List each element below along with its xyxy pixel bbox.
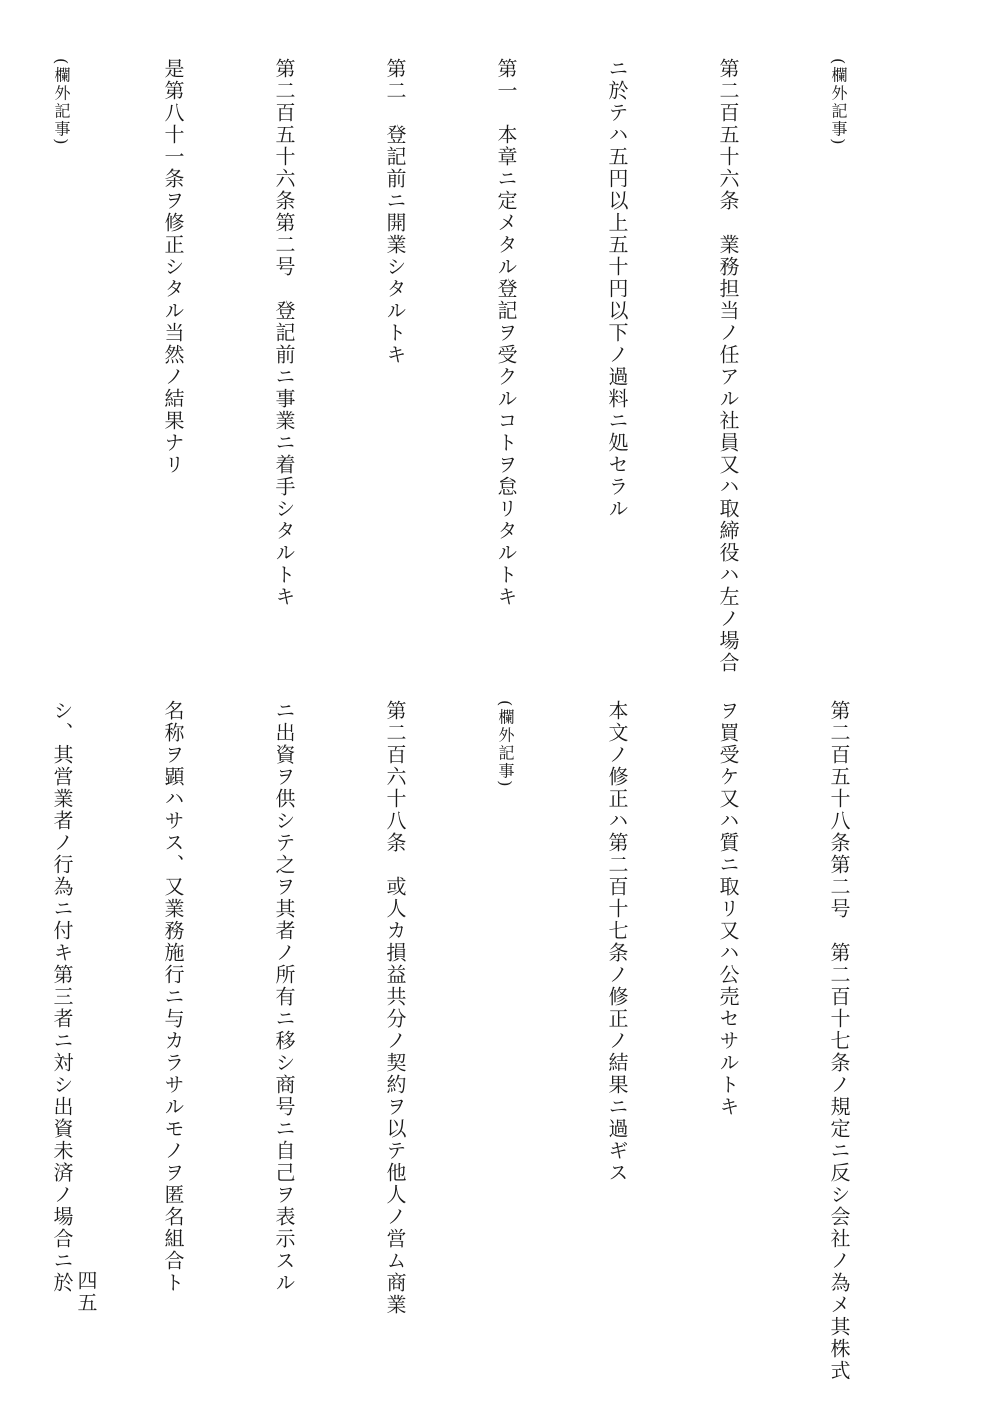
text-column: ニ於テハ五円以上五十円以下ノ過料ニ処セラル <box>605 58 629 520</box>
text-column: 第二百六十八条 或人カ損益共分ノ契約ヲ以テ他人ノ営ム商業 <box>383 700 407 1316</box>
text-column: 第二百五十八条第二号 第二百十七条ノ規定ニ反シ会社ノ為メ其株式 <box>827 700 851 1382</box>
text-column: 是第八十一条ヲ修正シタル当然ノ結果ナリ <box>161 58 185 476</box>
text-column: 本文ノ修正ハ第二百十七条ノ修正ノ結果ニ過ギス <box>605 700 629 1184</box>
text-column: 第一 本章ニ定メタル登記ヲ受クルコトヲ怠リタルトキ <box>494 58 518 608</box>
margin-note-label: (欄外記事) <box>52 58 71 147</box>
lower-text-block <box>0 700 931 1382</box>
margin-note-label: (欄外記事) <box>829 58 848 147</box>
text-column: ニ出資ヲ供シテ之ヲ其者ノ所有ニ移シ商号ニ自己ヲ表示スル <box>272 700 296 1294</box>
page-number: 四五 <box>74 1270 98 1314</box>
text-column: 第二 登記前ニ開業シタルトキ <box>383 58 407 366</box>
upper-text-block <box>0 58 931 678</box>
text-column: 第二百五十六条 業務担当ノ任アル社員又ハ取締役ハ左ノ場合 <box>716 58 740 674</box>
text-column: 第二百五十六条第二号 登記前ニ事業ニ着手シタルトキ <box>272 58 296 608</box>
text-column: シ、其営業者ノ行為ニ付キ第三者ニ対シ出資未済ノ場合ニ於 <box>50 700 74 1294</box>
margin-note-label: (欄外記事) <box>496 700 515 789</box>
text-column: 名称ヲ顕ハサス、又業務施行ニ与カラサルモノヲ匿名組合ト <box>161 700 185 1294</box>
text-column: ヲ買受ケ又ハ質ニ取リ又ハ公売セサルトキ <box>716 700 740 1118</box>
